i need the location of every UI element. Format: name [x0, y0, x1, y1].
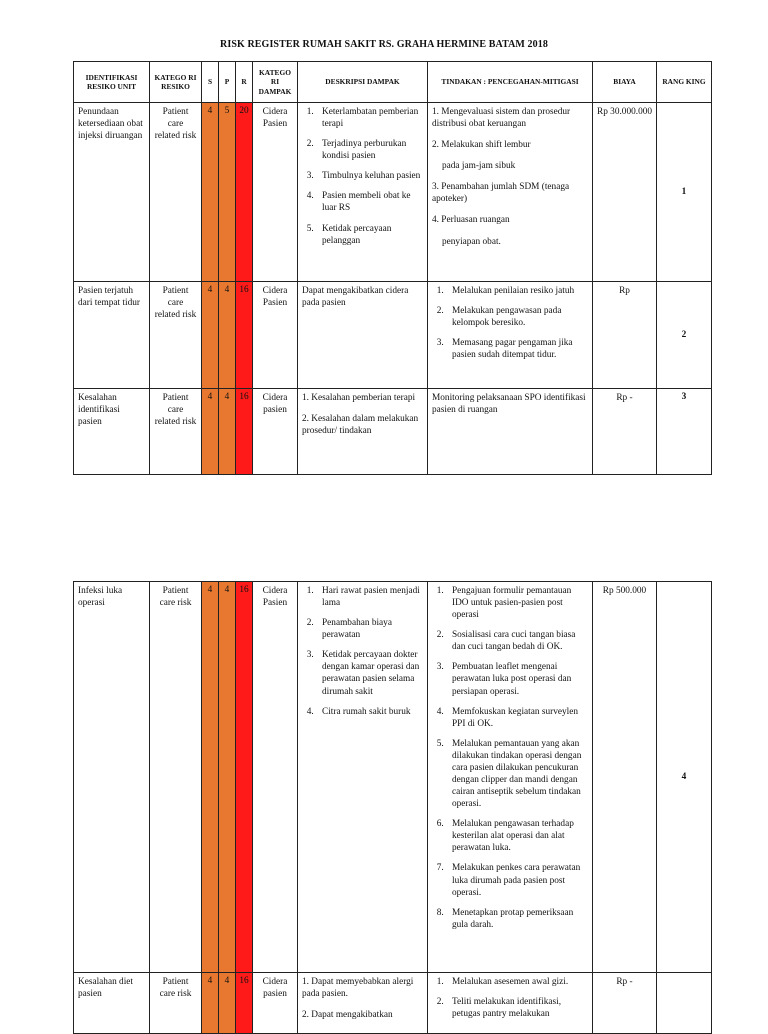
tindakan-item: 2. Sosialisasi cara cuci tangan biasa dan cuci tangan bedah di OK.: [446, 629, 588, 653]
s-score-cell: 4: [202, 973, 219, 1034]
deskripsi-item: 3. Ketidak percayaan dokter dengan kamar operasi dan perawatan pasien selama dirumah sakit: [316, 649, 423, 697]
p-score-cell: 4: [219, 282, 236, 389]
kategori-cell: Patient care related risk: [150, 103, 202, 282]
header-biaya: BIAYA: [593, 62, 657, 103]
deskripsi-item: 2. Kesalahan dalam melakukan prosedur/ tindakan: [302, 414, 419, 437]
deskripsi-item: 1. Hari rawat pasien menjadi lama: [316, 585, 423, 609]
tindakan-item: pada jam-jam sibuk: [442, 161, 516, 172]
tindakan-item: 1. Pengajuan formulir pemantauan IDO untuk pasien-pasien post operasi: [446, 585, 588, 621]
deskripsi-item: 1. Keterlambatan pemberian terapi: [316, 106, 423, 130]
header-ranking: RANG KING: [657, 62, 712, 103]
kategori-cell: Patient care related risk: [150, 282, 202, 389]
header-deskripsi: DESKRIPSI DAMPAK: [298, 62, 428, 103]
biaya-cell: Rp: [593, 282, 657, 389]
r-score-cell: 16: [236, 282, 253, 389]
table-row: [74, 282, 712, 389]
ranking-cell: 2: [657, 282, 712, 389]
r-score-cell: 16: [236, 973, 253, 1034]
p-score-cell: 4: [219, 973, 236, 1034]
header-p: P: [219, 62, 236, 103]
tindakan-item: 5. Melalukan pemantauan yang akan dilakukan tindakan operasi dengan cara pasien dilakukan pencukuran dengan clipper dan mandi dengan cairan antiseptik sebelum tindakan operasi.: [446, 738, 588, 810]
deskripsi-cell: [298, 103, 428, 282]
header-identifikasi: IDENTIFIKASI RESIKO UNIT: [74, 62, 150, 103]
risk-register-table-continued: [73, 581, 712, 1034]
tindakan-item: 2. Melakukan shift lembur: [432, 140, 531, 151]
dampak-cell: Cidera Pasien: [253, 282, 298, 389]
tindakan-item: penyiapan obat.: [442, 236, 501, 247]
ranking-cell: [657, 973, 712, 1034]
deskripsi-item: 5. Ketidak percayaan pelanggan: [316, 223, 423, 247]
deskripsi-item: 4. Citra rumah sakit buruk: [316, 706, 423, 718]
table-row: [74, 973, 712, 1034]
table-row: [74, 582, 712, 973]
dampak-cell: Cidera Pasien: [253, 582, 298, 973]
header-r: R: [236, 62, 253, 103]
tindakan-item: 2. Teliti melakukan identifikasi, petugas pantry melakukan: [446, 996, 588, 1020]
ranking-cell: 1: [657, 103, 712, 282]
tindakan-item: 6. Melalukan pengawasan terhadap kesterilan alat operasi dan alat perawatan luka.: [446, 818, 588, 854]
kategori-cell: Patient care risk: [150, 582, 202, 973]
risk-register-table: [73, 61, 712, 475]
tindakan-item: 8. Menetapkan protap pemeriksaan gula darah.: [446, 907, 588, 931]
tindakan-item: 1. Melalukan penilaian resiko jatuh: [446, 285, 588, 297]
tindakan-cell: [428, 282, 593, 389]
tindakan-item: 4. Perluasan ruangan: [432, 215, 510, 226]
tindakan-item: 3. Penambahan jumlah SDM (tenaga apoteker): [432, 182, 570, 205]
deskripsi-item: 1. Kesalahan pemberian terapi: [302, 393, 416, 403]
tindakan-item: 3. Memasang pagar pengaman jika pasien sudah ditempat tidur.: [446, 337, 588, 361]
s-score-cell: 4: [202, 103, 219, 282]
table-row: [74, 103, 712, 282]
tindakan-cell: [428, 582, 593, 973]
header-tindakan: TINDAKAN : PENCEGAHAN-MITIGASI: [428, 62, 593, 103]
p-score-cell: 5: [219, 103, 236, 282]
tindakan-cell: Monitoring pelaksanaan SPO identifikasi pasien di ruangan: [428, 389, 593, 475]
biaya-cell: Rp -: [593, 389, 657, 475]
header-kategori-risiko: KATEGO RI RESIKO: [150, 62, 202, 103]
kategori-cell: Patient care related risk: [150, 389, 202, 475]
s-score-cell: 4: [202, 389, 219, 475]
dampak-cell: Cidera pasien: [253, 973, 298, 1034]
header-s: S: [202, 62, 219, 103]
tindakan-item: 2. Melakukan pengawasan pada kelompok beresiko.: [446, 305, 588, 329]
table-row: [74, 389, 712, 475]
p-score-cell: 4: [219, 389, 236, 475]
page-title: RISK REGISTER RUMAH SAKIT RS. GRAHA HERMINE BATAM 2018: [220, 39, 548, 50]
deskripsi-item: 4. Pasien membeli obat ke luar RS: [316, 190, 423, 214]
biaya-cell: Rp 30.000.000: [593, 103, 657, 282]
identifikasi-cell: Penundaan ketersediaan obat injeksi diruangan: [74, 103, 150, 282]
p-score-cell: 4: [219, 582, 236, 973]
dampak-cell: Cidera Pasien: [253, 103, 298, 282]
tindakan-item: 7. Melakukan penkes cara perawatan luka dirumah pada pasien post operasi.: [446, 862, 588, 898]
deskripsi-item: 1. Dapat memyebabkan alergi pada pasien.: [302, 977, 414, 1000]
deskripsi-item: 2. Dapat mengakibatkan: [302, 1010, 393, 1021]
ranking-cell: 3: [657, 389, 712, 475]
identifikasi-cell: Pasien terjatuh dari tempat tidur: [74, 282, 150, 389]
ranking-cell: 4: [657, 582, 712, 973]
identifikasi-cell: Kesalahan identifikasi pasien: [74, 389, 150, 475]
deskripsi-cell: Dapat mengakibatkan cidera pada pasien: [298, 282, 428, 389]
s-score-cell: 4: [202, 582, 219, 973]
dampak-cell: Cidera pasien: [253, 389, 298, 475]
r-score-cell: 16: [236, 582, 253, 973]
identifikasi-cell: Kesalahan diet pasien: [74, 973, 150, 1034]
deskripsi-item: 3. Timbulnya keluhan pasien: [316, 170, 423, 182]
deskripsi-item: 2. Penambahan biaya perawatan: [316, 617, 423, 641]
deskripsi-cell: [298, 582, 428, 973]
s-score-cell: 4: [202, 282, 219, 389]
tindakan-cell: [428, 103, 593, 282]
tindakan-item: 3. Pembuatan leaflet mengenai perawatan luka post operasi dan persiapan operasi.: [446, 661, 588, 697]
kategori-cell: Patient care risk: [150, 973, 202, 1034]
r-score-cell: 16: [236, 389, 253, 475]
header-row: [74, 62, 712, 103]
r-score-cell: 20: [236, 103, 253, 282]
deskripsi-cell: [298, 973, 428, 1034]
tindakan-item: 1. Mengevaluasi sistem dan prosedur distribusi obat keruangan: [432, 107, 571, 130]
tindakan-item: 1. Melalukan asesemen awal gizi.: [446, 976, 588, 988]
deskripsi-item: 2. Terjadinya perburukan kondisi pasien: [316, 138, 423, 162]
identifikasi-cell: Infeksi luka operasi: [74, 582, 150, 973]
header-kategori-dampak: KATEGO RI DAMPAK: [253, 62, 298, 103]
deskripsi-cell: [298, 389, 428, 475]
biaya-cell: Rp -: [593, 973, 657, 1034]
tindakan-item: 4. Memfokuskan kegiatan surveylen PPI di OK.: [446, 706, 588, 730]
tindakan-cell: [428, 973, 593, 1034]
biaya-cell: Rp 500.000: [593, 582, 657, 973]
